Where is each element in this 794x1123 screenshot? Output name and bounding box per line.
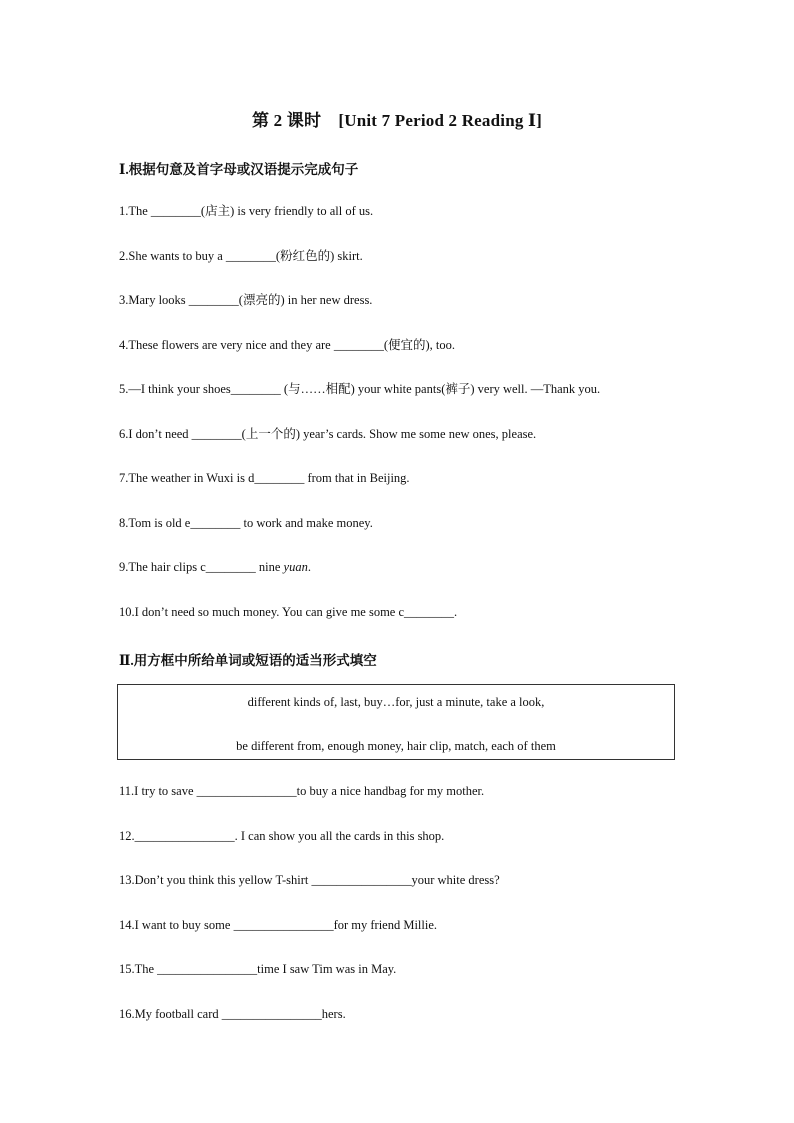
question-3: 3.Mary looks ________(漂亮的) in her new dress. bbox=[119, 293, 373, 307]
question-15: 15.The ________________time I saw Tim was in May. bbox=[119, 962, 397, 976]
question-4: 4.These flowers are very nice and they are ________(便宜的), too. bbox=[119, 338, 455, 352]
question-2: 2.She wants to buy a ________(粉红色的) skirt. bbox=[119, 249, 363, 263]
question-9-text: 9.The hair clips c________ nine bbox=[119, 560, 284, 574]
word-bank-box bbox=[117, 684, 675, 760]
word-bank-line-1: different kinds of, last, buy…for, just a minute, take a look, bbox=[247, 695, 545, 709]
question-9-end: . bbox=[307, 560, 311, 574]
question-11: 11.I try to save ________________to buy a nice handbag for my mother. bbox=[119, 784, 485, 798]
question-8: 8.Tom is old e________ to work and make money. bbox=[119, 516, 373, 530]
question-7: 7.The weather in Wuxi is d________ from that in Beijing. bbox=[119, 471, 410, 485]
section-2-heading: Ⅱ.用方框中所给单词或短语的适当形式填空 bbox=[119, 653, 377, 668]
page-title: 第 2 课时 [Unit 7 Period 2 Reading Ⅰ] bbox=[251, 111, 543, 130]
question-14: 14.I want to buy some ________________for my friend Millie. bbox=[119, 918, 438, 932]
question-9-italic-word: yuan bbox=[283, 560, 308, 574]
question-6: 6.I don’t need ________(上一个的) year’s cards. Show me some new ones, please. bbox=[119, 427, 537, 441]
word-bank-line-2: be different from, enough money, hair clip, match, each of them bbox=[236, 739, 556, 753]
section-1-heading: Ⅰ.根据句意及首字母或汉语提示完成句子 bbox=[119, 162, 359, 177]
question-10: 10.I don’t need so much money. You can give me some c________. bbox=[119, 605, 458, 619]
question-5: 5.—I think your shoes________ (与……相配) your white pants(裤子) very well. —Thank you. bbox=[119, 382, 601, 396]
question-12: 12.________________. I can show you all the cards in this shop. bbox=[119, 829, 445, 843]
question-1: 1.The ________(店主) is very friendly to all of us. bbox=[119, 204, 374, 218]
question-9 bbox=[119, 559, 311, 575]
question-13: 13.Don’t you think this yellow T-shirt ________________your white dress? bbox=[119, 873, 500, 887]
question-16: 16.My football card ________________hers. bbox=[119, 1007, 346, 1021]
